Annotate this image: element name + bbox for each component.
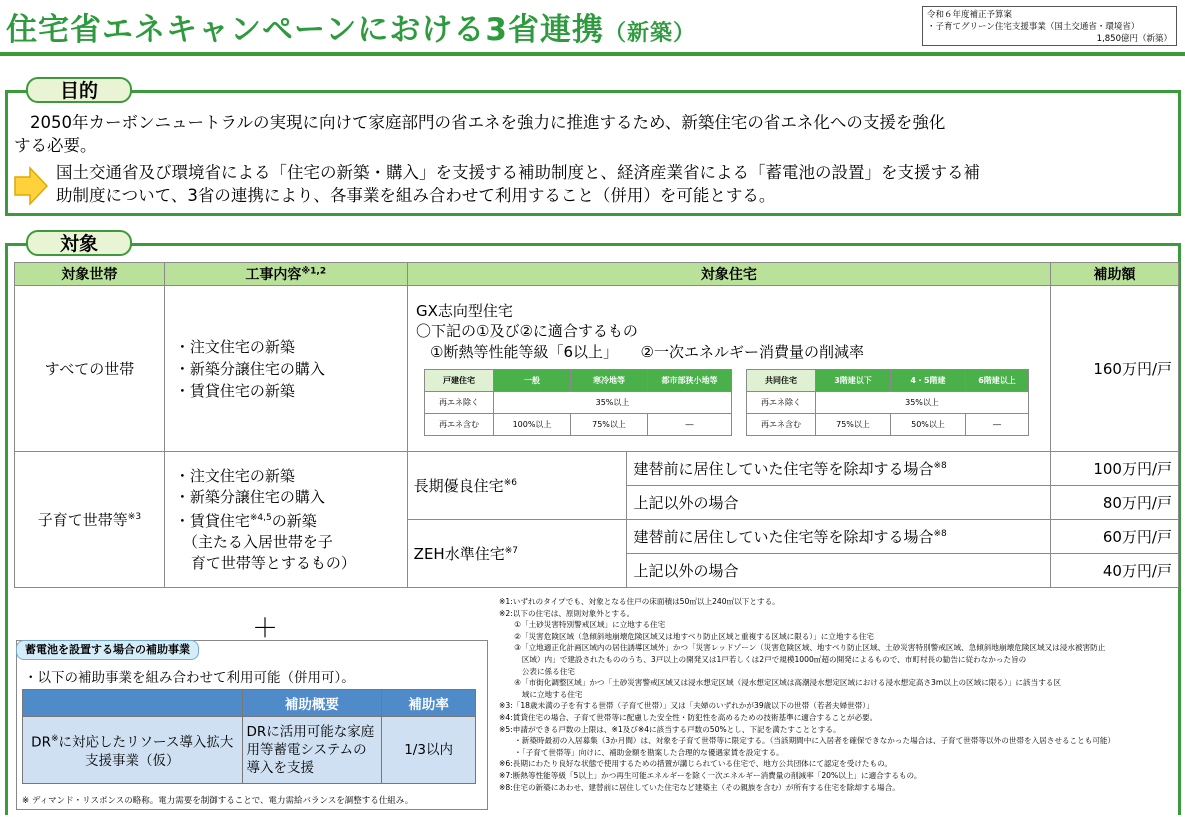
footnote: ※6:長期にわたり良好な状態で使用するための措置が講じられている住宅で、地方公共団体にて認定を受けたもの。: [499, 759, 892, 769]
household-child: 子育て世帯等$^{※3}$: [15, 452, 165, 588]
budget-line-1: 令和６年度補正予算案: [927, 10, 1013, 20]
battery-table: [22, 689, 476, 784]
target-table-header: [15, 263, 1179, 286]
amount-long-other: 80万円/戸: [1051, 486, 1179, 520]
header-household: 対象世帯: [15, 263, 165, 286]
footnote: ・「子育て世帯等」向けに、補助金額を勘案した合理的な優遇家賃を設定する。: [499, 747, 784, 757]
header-subsidy: 補助額: [1051, 263, 1179, 286]
gx-items: ①断熱等性能等級「6以上」 ②一次エネルギー消費量の削減率: [430, 343, 864, 361]
work-item: ・新築分譲住宅の購入: [174, 487, 325, 506]
household-all: すべての世帯: [15, 286, 165, 452]
collective-cell: 35%以上: [816, 392, 1029, 414]
footnote: ※2:以下の住宅は、原則対象外とする。: [499, 608, 635, 618]
work-item: ・新築分譲住宅の購入: [174, 359, 325, 378]
battery-program-rate: 1/3以内: [382, 717, 476, 784]
plus-sign: ＋: [252, 614, 279, 644]
purpose-para2-line2: 助制度について、3省の連携により、各事業を組み合わせて利用すること（併用）を可能とする。: [56, 186, 776, 205]
collective-cell: ―: [966, 414, 1029, 436]
footnote: ※5:申請ができる戸数の上限は、※1及び※4に該当する戸数の50%とし、下記を満たすこととする。: [499, 724, 841, 734]
footnotes: [499, 596, 1183, 793]
detached-cell: ―: [648, 414, 732, 436]
purpose-para1-line1: 2050年カーボンニュートラルの実現に向けて家庭部門の省エネを強力に推進するため、新築住宅の省エネ化への支援を強化: [30, 113, 946, 132]
long-term-house: 長期優良住宅$^{※6}$: [407, 452, 627, 520]
battery-program-summary: DRに活用可能な家庭 用等蓄電システムの 導入を支援: [242, 717, 382, 784]
detached-head: 戸建住宅: [425, 370, 494, 392]
footnote: ・新築時最初の入居募集（3か月間）は、対象を子育て世帯等に限定する。（当該期間中に入居者を確保できなかった場合は、子育て世帯等以外の世帯を入居させることも可能）: [499, 736, 1116, 746]
footnote: ※3:「18歳未満の子を有する世帯（子育て世帯）」又は「夫婦のいずれかが39歳以下の世帯（若者夫婦世帯）」: [499, 701, 874, 711]
row-child-1: [15, 452, 1179, 486]
collective-table: [746, 369, 1029, 436]
collective-head: 共同住宅: [747, 370, 816, 392]
battery-header-blank: [23, 690, 243, 717]
amount-zeh-demolish: 60万円/戸: [1051, 520, 1179, 554]
target-frame-line: [130, 243, 1181, 246]
collective-row-label: 再エネ除く: [747, 392, 816, 414]
detached-cell: 75%以上: [571, 414, 648, 436]
footnote: ②「災害危険区域（急傾斜地崩壊危険区域又は地すべり防止区域と重複する区域に限る）」に立地する住宅: [499, 631, 874, 641]
arrow-right-icon: [14, 166, 48, 206]
battery-header-rate: 補助率: [382, 690, 476, 717]
page-title-suffix: （新築）: [603, 21, 696, 46]
purpose-frame-line: [130, 90, 1181, 93]
footnote: 区域）内」で建設されたもののうち、3戸以上の開発又は1戸若しくは2戸で規模1000㎡超の開発によるもので、市町村長の勧告に従わなかった旨の: [499, 654, 1027, 664]
work-item-note: 育て世帯等とするもの）: [190, 553, 356, 572]
detached-cell: 100%以上: [494, 414, 571, 436]
footnote: ③「立地適正化計画区域内の居住誘導区域外」かつ「災害レッドゾーン（災害危険区域、地すべり防止区域、土砂災害特別警戒区域、急傾斜地崩壊危険区域又は浸水被害防止: [499, 643, 1106, 653]
footnote: ※1:いずれのタイプでも、対象となる住戸の床面積は50㎡以上240㎡以下とする。: [499, 597, 780, 606]
case-other-zeh: 上記以外の場合: [627, 554, 1051, 588]
collective-cell: 50%以上: [891, 414, 966, 436]
battery-header-summary: 補助概要: [242, 690, 382, 717]
amount-gx: 160万円/戸: [1051, 286, 1179, 452]
detached-row-label: 再エネ除く: [425, 392, 494, 414]
purpose-para1-line2: する必要。: [14, 136, 97, 155]
battery-tag: 蓄電池を設置する場合の補助事業: [16, 640, 199, 660]
page-title: 住宅省エネキャンペーンにおける3省連携（新築）: [6, 12, 696, 48]
work-item: ・賃貸住宅の新築: [174, 381, 295, 400]
collective-col: 4・5階建: [891, 370, 966, 392]
collective-row-label: 再エネ含む: [747, 414, 816, 436]
footnote: ※7:断熱等性能等級「5以上」かつ再生可能エネルギーを除く一次エネルギー消費量の削減率「20%以上」に適合するもの。: [499, 770, 922, 780]
battery-program-name: DR※に対応したリソース導入拡大 支援事業（仮）: [23, 717, 243, 784]
case-other-long: 上記以外の場合: [627, 486, 1051, 520]
footnote: ①「土砂災害特別警戒区域」に立地する住宅: [499, 620, 666, 630]
detached-cell: 35%以上: [494, 392, 732, 414]
detached-col: 一般: [494, 370, 571, 392]
footnote: ④「市街化調整区域」かつ「土砂災害警戒区域又は浸水想定区域（浸水想定区域は高潮浸水想定区域における浸水想定高さ3m以上の区域に限る）」に該当する区: [499, 678, 1061, 688]
detached-col: 都市部狭小地等: [648, 370, 732, 392]
collective-col: 3階建以下: [816, 370, 891, 392]
work-item: ・注文住宅の新築: [174, 466, 295, 485]
amount-zeh-other: 40万円/戸: [1051, 554, 1179, 588]
zeh-house: ZEH水準住宅$^{※7}$: [407, 520, 627, 588]
work-child: [164, 452, 407, 588]
detached-table: [424, 369, 732, 436]
footnote: ※8:住宅の新築にあわせ、建替前に居住していた住宅など建築主（その親族を含む）が所有する住宅を除却する場合。: [499, 782, 900, 792]
footnote: 公表に係る住宅: [499, 666, 575, 676]
work-item: ・賃貸住宅$^{※4,5}$の新築: [174, 511, 317, 530]
footnote: ※4:賃貸住宅の場合、子育て世帯等に配慮した安全性・防犯性を高めるための技術基準に適合することが必要。: [499, 712, 878, 722]
budget-line-2: ・子育てグリーン住宅支援事業（国土交通省・環境省）: [927, 22, 1140, 32]
gx-condition: 〇下記の①及び②に適合するもの: [416, 322, 638, 340]
header-house: 対象住宅: [407, 263, 1050, 286]
detached-row-label: 再エネ含む: [425, 414, 494, 436]
purpose-para2-line1: 国土交通省及び環境省による「住宅の新築・購入」を支援する補助制度と、経済産業省による「蓄電池の設置」を支援する補: [56, 163, 980, 182]
budget-box: [922, 6, 1177, 46]
detached-col: 寒冷地等: [571, 370, 648, 392]
budget-line-3: 1,850億円（新築）: [1096, 34, 1172, 44]
battery-footnote: ※ ディマンド・リスポンスの略称。電力需要を制御することで、電力需給バランスを調整する仕組み。: [22, 796, 414, 806]
target-tab: 対象: [26, 230, 132, 256]
battery-intro: ・以下の補助事業を組み合わせて利用可能（併用可）。: [24, 670, 355, 686]
case-demolish-long: 建替前に居住していた住宅等を除却する場合$^{※8}$: [627, 452, 1051, 486]
work-item-note: （主たる入居世帯を子: [182, 532, 333, 551]
collective-col: 6階建以上: [966, 370, 1029, 392]
purpose-tab: 目的: [26, 77, 132, 103]
case-demolish-zeh: 建替前に居住していた住宅等を除却する場合$^{※8}$: [627, 520, 1051, 554]
amount-long-demolish: 100万円/戸: [1051, 452, 1179, 486]
collective-cell: 75%以上: [816, 414, 891, 436]
work-item: ・注文住宅の新築: [174, 337, 295, 356]
title-underline: [0, 52, 1185, 56]
work-all: [164, 286, 407, 452]
gx-title: GX志向型住宅: [416, 302, 513, 320]
footnote: 域に立地する住宅: [499, 689, 583, 699]
header-work: 工事内容$^{※1,2}$: [164, 263, 407, 286]
